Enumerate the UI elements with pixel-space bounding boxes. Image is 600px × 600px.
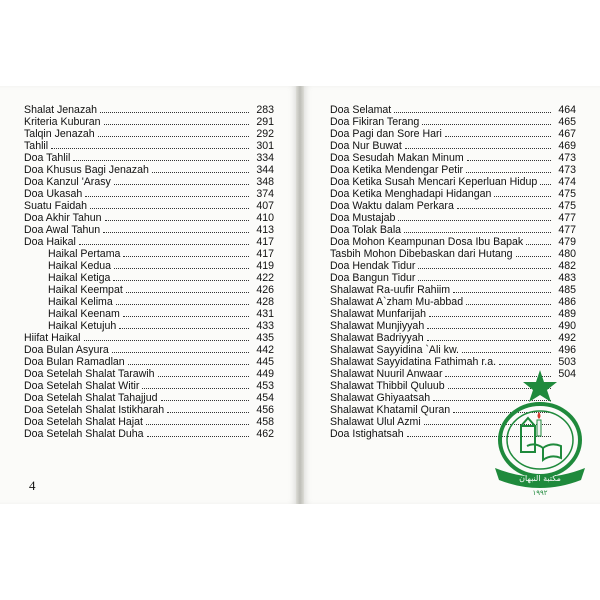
dot-leader [113,279,249,281]
dot-leader [516,255,551,257]
toc-entry [330,332,576,344]
star-icon [523,370,557,402]
toc-entry [24,344,274,356]
dot-leader [466,303,551,305]
toc-entry [330,248,576,260]
toc-entry [330,188,576,200]
toc-entry-page: 419 [256,260,274,272]
toc-entry-page: 458 [256,416,274,428]
toc-entry [24,200,274,212]
dot-leader [128,363,249,365]
toc-entry [24,284,274,296]
toc-entry-title: Talqin Jenazah [24,128,95,140]
toc-entry-title: Doa Mustajab [330,212,396,224]
dot-leader [114,267,249,269]
toc-entry-title: Shalawat Munfarijah [330,308,426,320]
dot-leader [119,327,249,329]
toc-entry [24,128,274,140]
toc-entry-title: Hiifat Haikal [24,332,81,344]
toc-entry-page: 483 [558,272,576,284]
toc-entry [24,140,274,152]
dot-leader [98,135,249,137]
toc-entry-page: 449 [256,368,274,380]
toc-entry-page: 469 [558,140,576,152]
toc-entry [24,236,274,248]
toc-entry-page: 407 [256,200,274,212]
dot-leader [51,147,249,149]
toc-entry-page: 431 [256,308,274,320]
toc-entry [24,392,274,404]
toc-entry [24,368,274,380]
toc-entry-page: 477 [558,224,576,236]
toc-entry-page: 504 [558,368,576,380]
toc-entry [24,272,274,284]
toc-entry-page: 442 [256,344,274,356]
toc-entry-page: 490 [558,320,576,332]
toc-entry-title: Kriteria Kuburan [24,116,101,128]
toc-entry-title: Haikal Ketiga [48,272,111,284]
toc-entry-title: Shalawat Thibbil Quluub [330,380,445,392]
toc-entry [24,404,274,416]
dot-leader [453,291,551,293]
dot-leader [418,267,551,269]
toc-entry-page: 482 [558,260,576,272]
toc-entry-page: 413 [256,224,274,236]
toc-entry-page: 417 [256,248,274,260]
toc-entry-title: Haikal Keenam [48,308,120,320]
toc-entry [24,176,274,188]
dot-leader [103,231,249,233]
dot-leader [147,435,249,437]
toc-entry-title: Doa Setelah Shalat Tarawih [24,368,155,380]
dot-leader [112,351,249,353]
toc-entry-title: Shalat Jenazah [24,104,98,116]
toc-entry [24,248,274,260]
toc-entry-title: Shalawat A`zham Mu-abbad [330,296,464,308]
toc-entry-page: 473 [558,152,576,164]
toc-entry-page: 374 [256,188,274,200]
toc-entry-title: Doa Tolak Bala [330,224,402,236]
toc-entry [24,356,274,368]
dot-leader [142,387,249,389]
toc-entry-title: Shalawat Munjiyyah [330,320,425,332]
toc-entry [330,164,576,176]
toc-entry [24,188,274,200]
toc-entry-page: 480 [558,248,576,260]
dot-leader [427,339,551,341]
dot-leader [467,159,551,161]
left-toc-list [24,104,274,440]
toc-entry [24,104,274,116]
toc-entry-title: Doa Bangun Tidur [330,272,416,284]
dot-leader [73,159,249,161]
toc-entry-title: Shalawat Sayyidina `Ali kw. [330,344,459,356]
toc-entry-page: 301 [256,140,274,152]
dot-leader [100,111,249,113]
toc-entry [24,296,274,308]
toc-entry [330,152,576,164]
toc-entry-title: Doa Mohon Keampunan Dosa Ibu Bapak [330,236,524,248]
toc-entry [330,320,576,332]
toc-entry [24,332,274,344]
toc-entry-page: 426 [256,284,274,296]
dot-leader [158,375,249,377]
toc-entry-page: 489 [558,308,576,320]
toc-entry [24,308,274,320]
dot-leader [499,363,551,365]
toc-entry [330,224,576,236]
dot-leader [427,327,551,329]
toc-entry [330,200,576,212]
toc-entry [330,104,576,116]
dot-leader [404,231,551,233]
building-icon [521,426,535,452]
toc-entry-title: Shalawat Ulul Azmi [330,416,421,428]
dot-leader [429,315,551,317]
toc-entry [24,260,274,272]
dot-leader [84,339,249,341]
toc-entry-title: Doa Ketika Menghadapi Hidangan [330,188,492,200]
toc-entry-page: 348 [256,176,274,188]
toc-entry-page: 485 [558,284,576,296]
toc-entry [24,380,274,392]
toc-entry-title: Doa Waktu dalam Perkara [330,200,454,212]
toc-entry-page: 467 [558,128,576,140]
toc-entry-title: Doa Istighatsah [330,428,404,440]
dot-leader [123,255,249,257]
toc-entry [24,152,274,164]
dot-leader [123,315,249,317]
dot-leader [104,123,249,125]
toc-entry-title: Doa Hendak Tidur [330,260,416,272]
toc-entry-page: 479 [558,236,576,248]
dot-leader [462,351,551,353]
toc-entry-title: Shalawat Khatamil Quran [330,404,451,416]
dot-leader [126,291,249,293]
dot-leader [457,207,551,209]
dot-leader [398,219,551,221]
dot-leader [85,195,249,197]
dot-leader [116,303,249,305]
toc-entry-title: Doa Bulan Asyura [24,344,109,356]
toc-entry-title: Shalawat Sayyidatina Fathimah r.a. [330,356,497,368]
toc-entry-page: 410 [256,212,274,224]
toc-entry-page: 477 [558,212,576,224]
toc-entry-title: Haikal Keempat [48,284,123,296]
toc-entry [330,140,576,152]
toc-entry-page: 456 [256,404,274,416]
toc-entry [24,212,274,224]
toc-entry [330,356,576,368]
toc-entry-title: Doa Pagi dan Sore Hari [330,128,442,140]
toc-entry [330,344,576,356]
dot-leader [540,183,551,185]
toc-entry [24,224,274,236]
toc-entry [330,272,576,284]
toc-entry-title: Doa Kanzul 'Arasy [24,176,111,188]
toc-entry-page: 283 [256,104,274,116]
toc-entry-title: Doa Awal Tahun [24,224,101,236]
toc-entry-title: Doa Haikal [24,236,76,248]
toc-entry [330,296,576,308]
toc-entry-title: Suatu Faidah [24,200,88,212]
toc-entry-title: Doa Nur Buwat [330,140,402,152]
dot-leader [105,219,249,221]
page-number: 4 [29,478,36,493]
toc-entry-title: Doa Akhir Tahun [24,212,102,224]
toc-entry-page: 492 [558,332,576,344]
toc-entry [330,284,576,296]
toc-entry-title: Haikal Pertama [48,248,121,260]
toc-entry-title: Haikal Kelima [48,296,113,308]
dot-leader [394,111,551,113]
toc-entry-page: 486 [558,296,576,308]
toc-entry-page: 503 [558,356,576,368]
dot-leader [445,135,551,137]
toc-entry-page: 334 [256,152,274,164]
toc-entry-page: 474 [558,176,576,188]
toc-entry [330,116,576,128]
toc-entry-title: Doa Setelah Shalat Tahajjud [24,392,158,404]
toc-entry-title: Shalawat Nuuril Anwaar [330,368,443,380]
toc-entry-title: Shalawat Ra-uufir Rahiim [330,284,451,296]
toc-entry-page: 292 [256,128,274,140]
seal-arabic-text: مكتبة النبهان [519,474,561,483]
dot-leader [526,243,551,245]
toc-entry-page: 291 [256,116,274,128]
toc-entry-title: Doa Ketika Susah Mencari Keperluan Hidup [330,176,538,188]
dot-leader [79,243,249,245]
toc-entry-page: 445 [256,356,274,368]
toc-entry-title: Doa Bulan Ramadlan [24,356,125,368]
flame-icon [538,412,541,419]
toc-entry-title: Doa Selamat [330,104,392,116]
toc-entry-page: 496 [558,344,576,356]
dot-leader [466,171,551,173]
toc-entry-page: 454 [256,392,274,404]
toc-entry-title: Doa Ketika Mendengar Petir [330,164,464,176]
toc-entry-title: Doa Setelah Shalat Istikharah [24,404,165,416]
toc-entry [24,428,274,440]
toc-entry-title: Tahlil [24,140,49,152]
toc-entry-title: Shalawat Badriyyah [330,332,424,344]
book-spine [296,86,304,504]
toc-entry-page: 428 [256,296,274,308]
seal-year: ١٩٩٢ [532,489,548,497]
toc-entry-page: 435 [256,332,274,344]
toc-entry-title: Tasbih Mohon Dibebaskan dari Hutang [330,248,513,260]
dot-leader [146,423,249,425]
toc-entry-page: 417 [256,236,274,248]
toc-entry-title: Doa Setelah Shalat Duha [24,428,144,440]
toc-entry [24,164,274,176]
toc-entry [330,128,576,140]
toc-entry-page: 422 [256,272,274,284]
toc-entry [24,320,274,332]
dot-leader [167,411,249,413]
toc-entry-page: 464 [558,104,576,116]
toc-entry [330,176,576,188]
dot-leader [161,399,249,401]
toc-entry-title: Shalawat Ghiyaatsah [330,392,431,404]
toc-entry-title: Doa Setelah Shalat Hajat [24,416,143,428]
toc-entry-title: Doa Fikiran Terang [330,116,420,128]
toc-entry-page: 453 [256,380,274,392]
toc-entry [24,116,274,128]
dot-leader [422,123,551,125]
dot-leader [90,207,249,209]
toc-entry-page: 433 [256,320,274,332]
toc-entry-title: Doa Ukasah [24,188,83,200]
toc-entry-page: 344 [256,164,274,176]
dot-leader [114,183,249,185]
toc-entry-page: 475 [558,188,576,200]
dot-leader [494,195,551,197]
toc-entry-page: 465 [558,116,576,128]
toc-entry-title: Haikal Kedua [48,260,112,272]
toc-entry-page: 462 [256,428,274,440]
dot-leader [405,147,551,149]
toc-entry [330,212,576,224]
toc-entry-title: Haikal Ketujuh [48,320,117,332]
toc-entry [330,260,576,272]
dot-leader [152,171,249,173]
toc-entry-page: 475 [558,200,576,212]
toc-entry-title: Doa Tahlil [24,152,71,164]
toc-entry [330,236,576,248]
toc-entry-title: Doa Khusus Bagi Jenazah [24,164,149,176]
publisher-seal-logo [485,368,595,498]
toc-entry [330,308,576,320]
toc-entry-page: 473 [558,164,576,176]
toc-entry-title: Doa Setelah Shalat Witir [24,380,140,392]
dot-leader [418,279,551,281]
toc-entry [24,416,274,428]
toc-entry-title: Doa Sesudah Makan Minum [330,152,464,164]
